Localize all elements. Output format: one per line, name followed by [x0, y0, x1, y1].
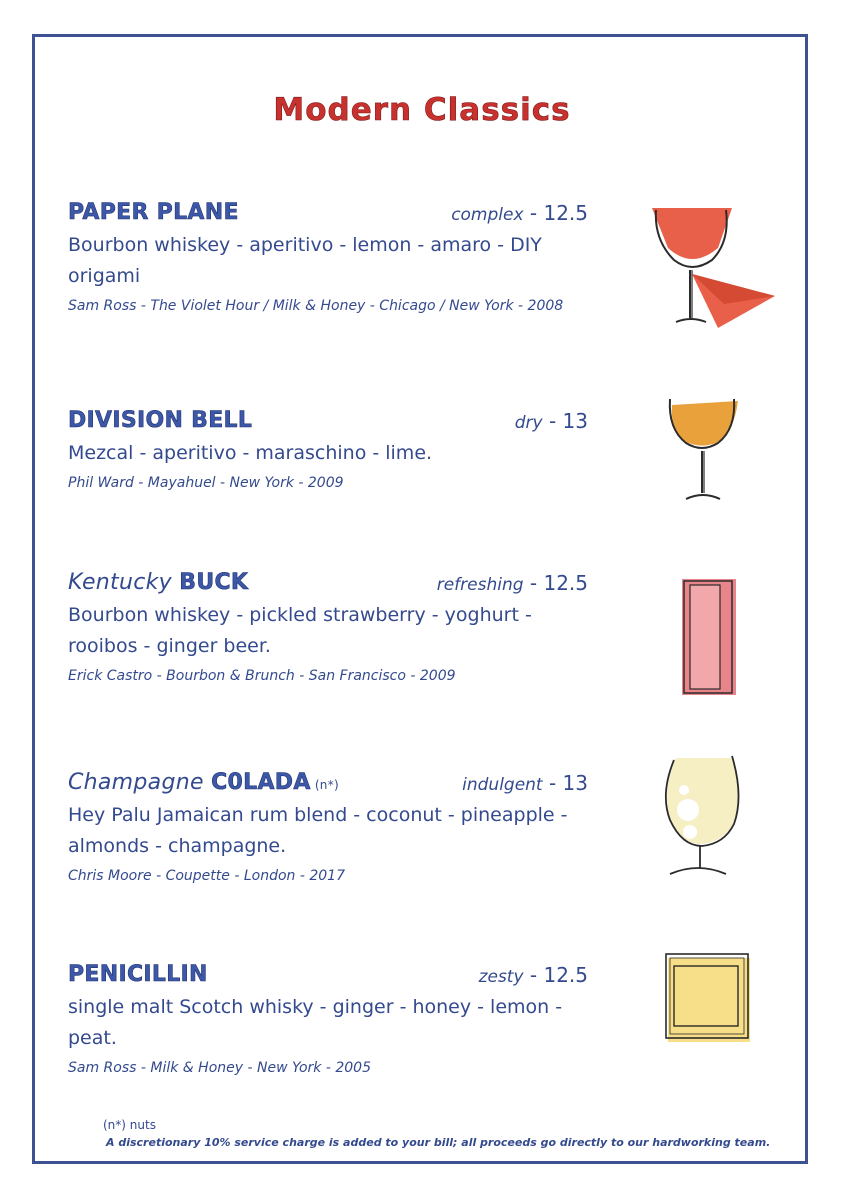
drink-price: dry - 13: [514, 409, 588, 433]
coupe-with-paper-plane-icon: [640, 200, 780, 335]
drink-name: Kentucky BUCK: [68, 570, 249, 595]
drink-name: PAPER PLANE: [68, 200, 239, 225]
nick-and-nora-foot: [686, 495, 720, 499]
drink-name: Champagne C0LADA (n*): [68, 770, 339, 795]
drink-ingredients: Mezcal - aperitivo - maraschino - lime.: [68, 442, 433, 464]
drink-price: refreshing - 12.5: [436, 571, 588, 595]
highball-glass-icon: [676, 575, 746, 700]
drink-item-paper-plane: [68, 200, 598, 318]
highball-inner-outline: [690, 585, 720, 689]
nuts-marker: (n*): [103, 1118, 126, 1132]
drink-item-champagne-colada: [68, 770, 598, 888]
drink-ingredients: single malt Scotch whisky - ginger - honey - lemon - peat.: [68, 996, 563, 1049]
drink-item-division-bell: [68, 408, 598, 495]
drink-ingredients: Bourbon whiskey - pickled strawberry - yoghurt - rooibos - ginger beer.: [68, 604, 532, 657]
tulip-bubble-small: [679, 785, 689, 795]
menu-title: Modern Classics: [273, 92, 571, 128]
drink-origin: Erick Castro - Bourbon & Brunch - San Francisco - 2009: [68, 668, 456, 684]
drink-origin: Sam Ross - The Violet Hour / Milk & Honey - Chicago / New York - 2008: [68, 298, 564, 314]
drink-price: indulgent - 13: [462, 771, 588, 795]
drink-origin: Chris Moore - Coupette - London - 2017: [68, 868, 345, 884]
drink-origin: Sam Ross - Milk & Honey - New York - 2005: [68, 1060, 371, 1076]
service-charge-note: A discretionary 10% service charge is added to your bill; all proceeds go directly to our hardworking team.: [106, 1136, 771, 1149]
drink-name: PENICILLIN: [68, 962, 208, 987]
drink-ingredients: Bourbon whiskey - aperitivo - lemon - amaro - DIY origami: [68, 234, 542, 287]
rocks-glass-icon: [664, 950, 754, 1045]
nuts-label: nuts: [125, 1118, 156, 1132]
drink-price: complex - 12.5: [451, 201, 588, 225]
drink-item-kentucky-buck: [68, 570, 598, 688]
drink-origin: Phil Ward - Mayahuel - New York - 2009: [68, 475, 344, 491]
tulip-bubble-large: [677, 799, 699, 821]
drink-name: DIVISION BELL: [68, 408, 253, 433]
nuts-footnote: [103, 1118, 156, 1132]
drink-price: zesty - 12.5: [478, 963, 588, 987]
tulip-liquid: [667, 758, 738, 844]
tulip-glass-icon: [660, 750, 760, 880]
nick-and-nora-glass-icon: [660, 395, 750, 505]
tulip-foot: [670, 868, 726, 874]
tulip-bubble-medium: [683, 825, 697, 839]
drink-item-penicillin: [68, 962, 598, 1080]
coupe-foot: [676, 319, 706, 322]
drink-ingredients: Hey Palu Jamaican rum blend - coconut - pineapple - almonds - champagne.: [68, 804, 568, 857]
